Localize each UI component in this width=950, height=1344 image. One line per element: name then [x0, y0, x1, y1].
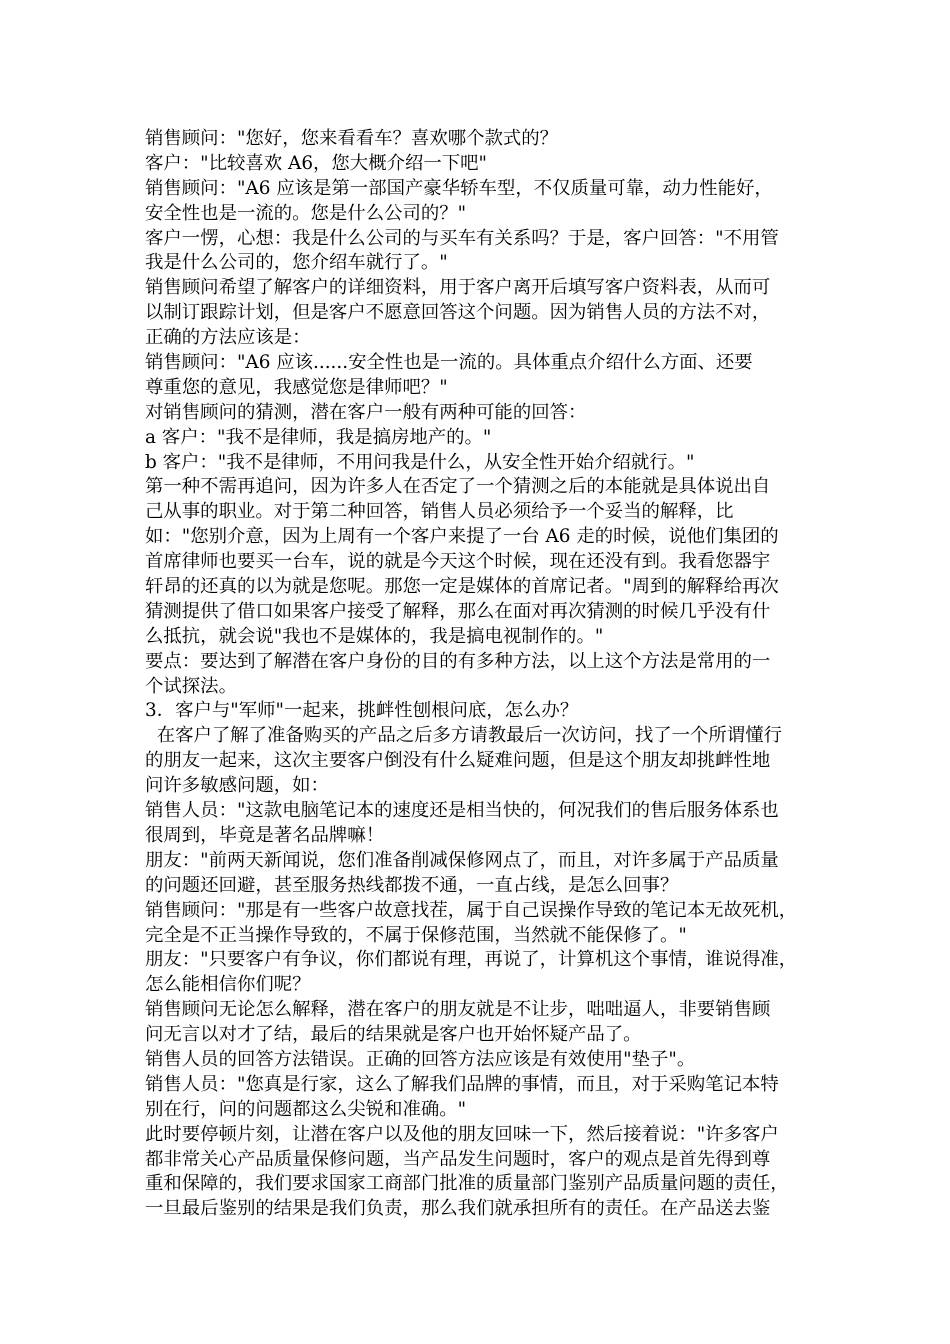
text-line: 个试探法。 — [145, 675, 237, 697]
text-line: 猜测提供了借口如果客户接受了解释，那么在面对再次猜测的时候几乎没有什 — [145, 600, 771, 622]
text-line: 首席律师也要买一台车，说的就是今天这个时候，现在还没有到。我看您器宇 — [145, 551, 771, 573]
text-line: 以制订跟踪计划，但是客户不愿意回答这个问题。因为销售人员的方法不对， — [145, 302, 771, 324]
text-line: a 客户："我不是律师，我是搞房地产的。" — [145, 426, 492, 448]
text-line: 重和保障的，我们要求国家工商部门批准的质量部门鉴别产品质量问题的责任， — [145, 1173, 789, 1195]
text-line: 如："您别介意，因为上周有一个客户来提了一台 A6 走的时候，说他们集团的 — [145, 526, 779, 548]
text-line: 销售人员的回答方法错误。正确的回答方法应该是有效使用"垫子"。 — [145, 1048, 696, 1070]
text-line: 销售顾问："您好，您来看看车？喜欢哪个款式的？ — [145, 128, 559, 149]
text-line: 安全性也是一流的。您是什么公司的？" — [145, 202, 467, 224]
text-line: 朋友："只要客户有争议，你们都说有理，再说了，计算机这个事情，谁说得准， — [145, 949, 798, 971]
text-line: 一旦最后鉴别的结果是我们负责，那么我们就承担所有的责任。在产品送去鉴 — [145, 1198, 771, 1220]
text-line: 客户："比较喜欢 A6，您大概介绍一下吧" — [145, 152, 487, 174]
text-line: 的朋友一起来，这次主要客户倒没有什么疑难问题，但是这个朋友却挑衅性地 — [145, 750, 771, 772]
text-line: 销售顾问无论怎么解释，潜在客户的朋友就是不让步，咄咄逼人，非要销售顾 — [145, 999, 771, 1021]
text-line: 问无言以对才了结，最后的结果就是客户也开始怀疑产品了。 — [145, 1024, 642, 1046]
text-line: 此时要停顿片刻，让潜在客户以及他的朋友回味一下，然后接着说："许多客户 — [145, 1123, 779, 1145]
text-line: 在客户了解了准备购买的产品之后多方请教最后一次访问，找了一个所谓懂行 — [145, 725, 782, 747]
text-line: 正确的方法应该是： — [145, 327, 311, 349]
text-line: 销售顾问："那是有一些客户故意找茬，属于自己误操作导致的笔记本无故死机， — [145, 899, 798, 921]
text-line: 完全是不正当操作导致的，不属于保修范围，当然就不能保修了。" — [145, 924, 687, 946]
section-heading: 3．客户与"军师"一起来，挑衅性刨根问底，怎么办？ — [145, 700, 579, 722]
text-line: 都非常关心产品质量保修问题，当产品发生问题时，客户的观点是首先得到尊 — [145, 1148, 771, 1170]
text-line: 对销售顾问的猜测，潜在客户一般有两种可能的回答： — [145, 401, 587, 423]
text-line: 要点：要达到了解潜在客户身份的目的有多种方法，以上这个方法是常用的一 — [145, 650, 771, 672]
text-line: 的问题还回避，甚至服务热线都拨不通，一直占线，是怎么回事？ — [145, 874, 679, 896]
text-line: 销售人员："这款电脑笔记本的速度还是相当快的，何况我们的售后服务体系也 — [145, 800, 779, 822]
text-line: 第一种不需再追问，因为许多人在否定了一个猜测之后的本能就是具体说出自 — [145, 476, 771, 498]
text-line: 尊重您的意见，我感觉您是律师吧？" — [145, 376, 448, 398]
text-line: 朋友："前两天新闻说，您们准备削减保修网点了，而且，对许多属于产品质量 — [145, 849, 779, 871]
text-line: 轩昂的还真的以为就是您呢。那您一定是媒体的首席记者。"周到的解释给再次 — [145, 576, 779, 598]
text-line: b 客户："我不是律师，不用问我是什么，从安全性开始介绍就行。" — [145, 451, 695, 473]
text-line: 销售顾问："A6 应该是第一部国产豪华轿车型，不仅质量可靠，动力性能好， — [145, 177, 773, 199]
text-line: 怎么能相信你们呢？ — [145, 974, 311, 996]
text-line: 我是什么公司的，您介绍车就行了。" — [145, 252, 448, 274]
text-line: 销售顾问："A6 应该......安全性也是一流的。具体重点介绍什么方面、还要 — [145, 352, 753, 374]
text-line: 销售人员："您真是行家，这么了解我们品牌的事情，而且，对于采购笔记本特 — [145, 1073, 779, 1095]
text-line: 么抵抗，就会说"我也不是媒体的，我是搞电视制作的。" — [145, 625, 604, 647]
text-line: 问许多敏感问题，如： — [145, 775, 329, 797]
text-line: 客户一愣，心想：我是什么公司的与买车有关系吗？于是，客户回答："不用管 — [145, 227, 779, 249]
text-line: 很周到，毕竟是著名品牌嘛！ — [145, 824, 385, 846]
document-body — [145, 127, 813, 1222]
text-line: 己从事的职业。对于第二种回答，销售人员必须给予一个妥当的解释，比 — [145, 501, 734, 523]
text-line: 别在行，问的问题都这么尖锐和准确。" — [145, 1098, 467, 1120]
text-line: 销售顾问希望了解客户的详细资料，用于客户离开后填写客户资料表，从而可 — [145, 277, 771, 299]
